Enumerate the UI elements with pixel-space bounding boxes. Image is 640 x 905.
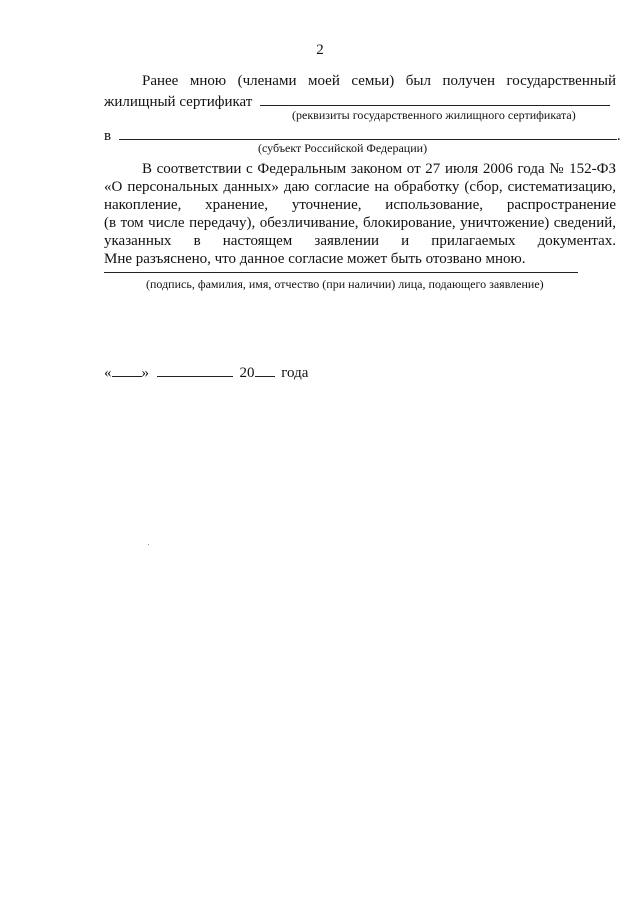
month-field[interactable] xyxy=(157,362,233,377)
certificate-details-field[interactable] xyxy=(260,91,610,106)
date-line xyxy=(104,362,308,382)
consent-line-3: накопление, хранение, уточнение, использование, распространение xyxy=(104,197,616,213)
date-close-quote: » xyxy=(141,365,149,381)
region-suffix: . xyxy=(616,128,621,144)
date-open-quote: « xyxy=(104,365,112,381)
consent-line-4: (в том числе передачу), обезличивание, блокирование, уничтожение) сведений, xyxy=(104,215,616,231)
scan-speck xyxy=(148,544,149,545)
date-suffix: года xyxy=(281,365,309,381)
signature-caption: (подпись, фамилия, имя, отчество (при наличии) лица, подающего заявление) xyxy=(146,277,544,291)
consent-line-6: Мне разъяснено, что данное согласие может быть отозвано мною. xyxy=(104,251,526,267)
year-field[interactable] xyxy=(255,362,275,377)
page-number: 2 xyxy=(316,42,324,58)
region-prefix: в xyxy=(104,128,112,144)
region-caption: (субъект Российской Федерации) xyxy=(258,141,428,155)
day-field[interactable] xyxy=(112,362,142,377)
consent-line-5: указанных в настоящем заявлении и прилагаемых документах. xyxy=(104,233,616,249)
certificate-details-caption: (реквизиты государственного жилищного сертификата) xyxy=(292,108,576,122)
consent-line-2: «О персональных данных» даю согласие на обработку (сбор, систематизацию, xyxy=(104,179,616,195)
signature-field[interactable] xyxy=(104,272,578,273)
consent-line-1: В соответствии с Федеральным законом от 27 июля 2006 года № 152-ФЗ xyxy=(142,161,616,177)
certificate-label: жилищный сертификат xyxy=(104,94,253,110)
certificate-intro-line: Ранее мною (членами моей семьи) был получен государственный xyxy=(142,73,616,89)
region-field[interactable] xyxy=(119,125,617,140)
year-prefix: 20 xyxy=(239,365,255,381)
